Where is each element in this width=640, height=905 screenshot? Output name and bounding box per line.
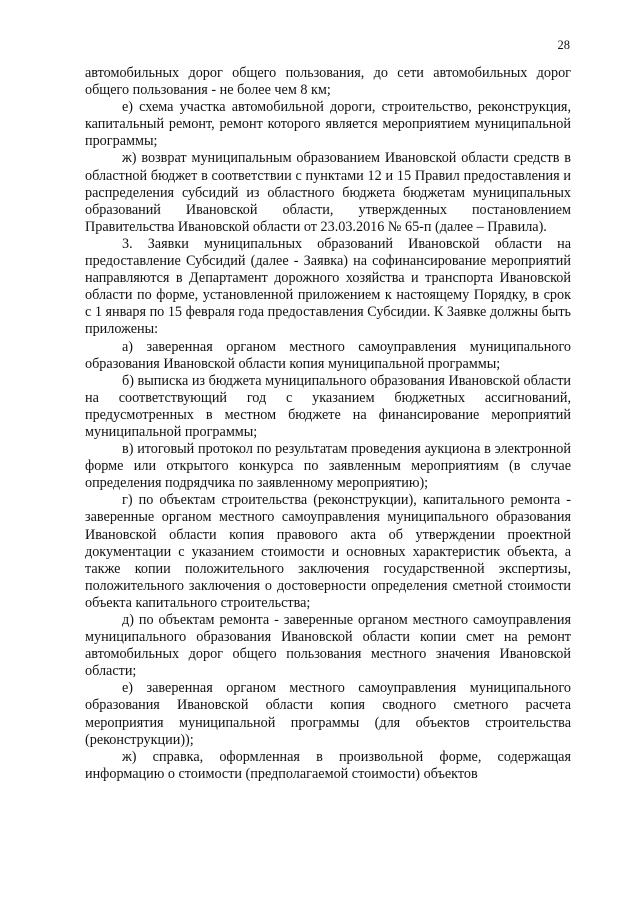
paragraph: ж) возврат муниципальным образованием Ивановской области средств в областной бюджет в соответствии с пунктами 12 и 15 Правил предоставления и распределения субсидий из областного бюджета бюджетам муниципальных образований Ивановской области, утвержденных постановлением Правительства Ивановской области от 23.03.2016 № 65-п (далее – Правила). — [85, 150, 571, 235]
paragraph: автомобильных дорог общего пользования, до сети автомобильных дорог общего пользования - не более чем 8 км; — [85, 65, 571, 99]
paragraph: е) схема участка автомобильной дороги, строительство, реконструкция, капитальный ремонт, ремонт которого является мероприятием муниципальной программы; — [85, 99, 571, 150]
document-body — [85, 65, 571, 783]
paragraph: д) по объектам ремонта - заверенные органом местного самоуправления муниципального образования Ивановской области копии смет на ремонт автомобильных дорог общего пользования местного значения Ивановской области; — [85, 612, 571, 680]
paragraph: б) выписка из бюджета муниципального образования Ивановской области на соответствующий год с указанием бюджетных ассигнований, предусмотренных в местном бюджете на финансирование мероприятий муниципальной программы; — [85, 372, 571, 440]
paragraph: 3. Заявки муниципальных образований Ивановской области на предоставление Субсидий (далее - Заявка) на софинансирование мероприятий направляются в Департамент дорожного хозяйства и транспорта Ивановской области по форме, установленной приложением к настоящему Порядку, в срок с 1 января по 15 февраля года предоставления Субсидии. К Заявке должны быть приложены: — [85, 235, 571, 338]
paragraph: в) итоговый протокол по результатам проведения аукциона в электронной форме или открытого конкурса по заявленным мероприятиям (в случае определения подрядчика по заявленному мероприятию); — [85, 441, 571, 492]
paragraph: е) заверенная органом местного самоуправления муниципального образования Ивановской области копия сводного сметного расчета мероприятия муниципальной программы (для объектов строительства (реконструкции)); — [85, 680, 571, 748]
paragraph: а) заверенная органом местного самоуправления муниципального образования Ивановской области копия муниципальной программы; — [85, 338, 571, 372]
page-number: 28 — [557, 38, 570, 52]
paragraph: г) по объектам строительства (реконструкции), капитального ремонта - заверенные органом местного самоуправления муниципального образования Ивановской области копия правового акта об утверждении проектной документации с указанием стоимости и основных характеристик объекта, а также копии положительного заключения государственной экспертизы, положительного заключения о достоверности определения сметной стоимости объекта капитального строительства; — [85, 492, 571, 611]
paragraph: ж) справка, оформленная в произвольной форме, содержащая информацию о стоимости (предполагаемой стоимости) объектов — [85, 748, 571, 782]
